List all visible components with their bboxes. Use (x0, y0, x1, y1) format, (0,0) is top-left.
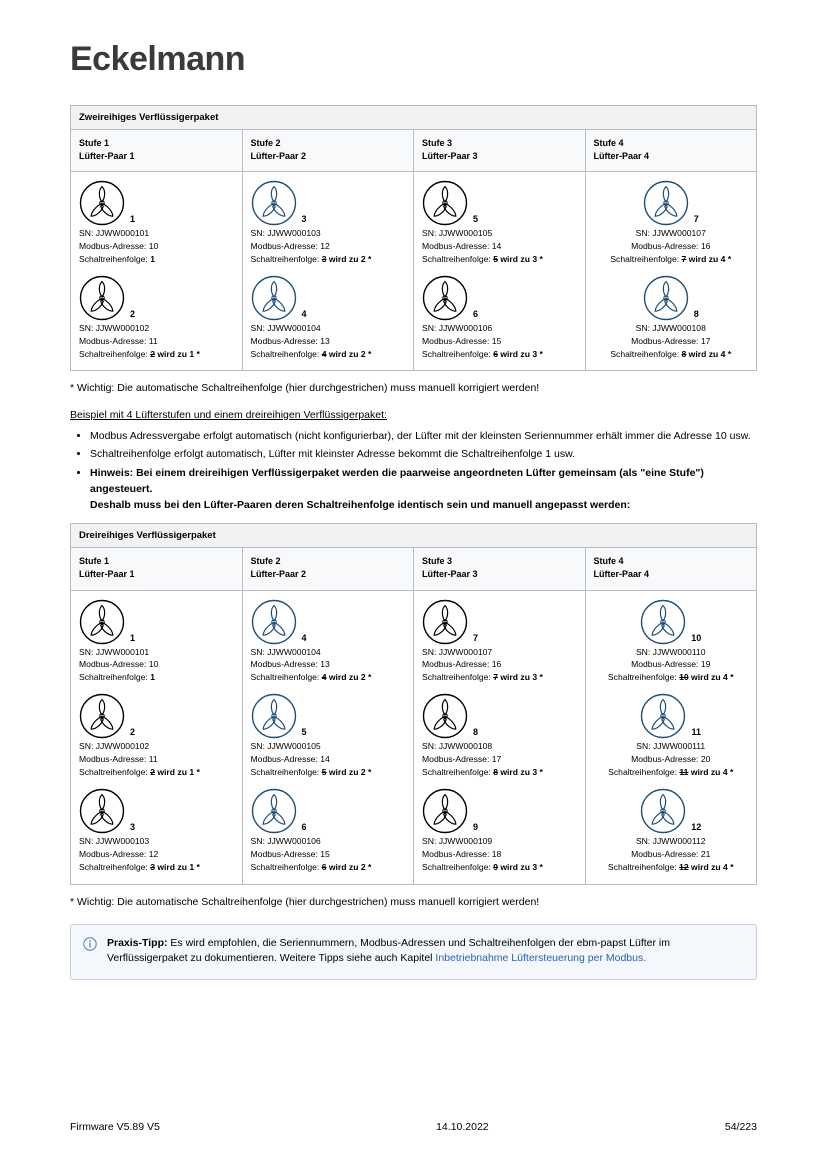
pair-label: Lüfter-Paar 1 (79, 151, 135, 162)
fan-modbus-address: Modbus-Adresse: 14 (422, 240, 502, 251)
fan-number: 7 (693, 214, 699, 225)
fan-details (422, 227, 577, 266)
fan-details (594, 646, 749, 685)
fan-serial-number: SN: JJWW000107 (422, 646, 493, 657)
fan-number: 3 (301, 214, 307, 225)
fan-icon (422, 693, 468, 739)
fan-icon-row (422, 693, 577, 739)
footer-firmware: Firmware V5.89 V5 (70, 1121, 160, 1133)
fan-icon (79, 693, 125, 739)
tip-text (107, 936, 742, 968)
fan-order-struck: 6 (321, 861, 327, 872)
fan-number: 2 (130, 727, 136, 738)
fan-order-corrected: wird zu 4 * (686, 348, 732, 359)
fan-serial-number: SN: JJWW000110 (635, 646, 706, 657)
fan-order-struck: 7 (681, 253, 687, 264)
fan-details (79, 835, 234, 874)
fan-order-struck: 5 (493, 253, 498, 264)
fan-modbus-address: Modbus-Adresse: 18 (422, 848, 502, 859)
fan-serial-number: SN: JJWW000103 (79, 835, 150, 846)
note-important-2: * Wichtig: Die automatische Schaltreihenfolge (hier durchgestrichen) muss manuell korrigiert werden! (70, 895, 540, 908)
pair-label: Lüfter-Paar 1 (79, 569, 135, 580)
fan-entry (422, 788, 577, 874)
fan-order-corrected: wird zu 2 * (326, 348, 372, 359)
fan-details (79, 740, 234, 779)
fan-serial-number: SN: JJWW000102 (79, 741, 150, 752)
fan-order-struck: 10 (679, 672, 689, 683)
fan-icon (422, 788, 468, 834)
fan-details (251, 227, 406, 266)
fan-switching-order: Schaltreihenfolge: 10 wird zu 4 * (607, 672, 734, 683)
fan-details (422, 322, 577, 361)
fan-serial-number: SN: JJWW000105 (250, 741, 321, 752)
table-caption-row (71, 106, 757, 130)
fan-icon-row (594, 788, 749, 834)
fan-icon (79, 788, 125, 834)
fan-order-struck: 3 (150, 861, 155, 872)
fan-details (251, 646, 406, 685)
fan-entry (422, 599, 577, 685)
fan-order-corrected: wird zu 1 * (154, 348, 200, 359)
bullet-text: Modbus Adressvergabe erfolgt automatisch (nicht konfigurierbar), der Lüfter mit der kleinsten Seriennummer erhält immer die Adresse 10 usw. (90, 429, 751, 442)
fan-entry (251, 275, 406, 361)
fan-details (422, 740, 577, 779)
fan-order-struck: 11 (679, 766, 689, 777)
fan-switching-order: Schaltreihenfolge: 4 wird zu 2 * (250, 348, 372, 359)
fan-modbus-address: Modbus-Adresse: 11 (79, 335, 158, 346)
tip-body: Es wird empfohlen, die Seriennummern, Modbus-Adressen und Schaltreihenfolgen der ebm-papst Lüfter im Verflüssigerpaket zu dokumentieren. Weitere Tipps siehe auch Kapitel (107, 936, 671, 965)
fan-order-corrected: wird zu 2 * (326, 766, 372, 777)
fan-modbus-address: Modbus-Adresse: 20 (631, 754, 711, 765)
stage-label: Stufe 2 (250, 556, 281, 567)
fan-switching-order: Schaltreihenfolge: 2 wird zu 1 * (79, 766, 200, 777)
fan-entry (79, 180, 234, 266)
column-header-stage-2 (242, 130, 414, 172)
fan-serial-number: SN: JJWW000104 (250, 322, 321, 333)
fan-number: 2 (130, 308, 136, 319)
table-body-row (71, 172, 757, 371)
fan-order-corrected: wird zu 1 * (154, 861, 200, 872)
fan-icon-row (251, 788, 406, 834)
fan-modbus-address: Modbus-Adresse: 13 (250, 659, 330, 670)
fan-icon-row (594, 180, 749, 226)
fan-entry (79, 275, 234, 361)
fan-modbus-address: Modbus-Adresse: 13 (250, 335, 330, 346)
cell-stage-2 (242, 590, 414, 884)
fan-number: 11 (691, 727, 701, 738)
stage-label: Stufe 3 (422, 138, 453, 148)
cell-stage-4 (585, 172, 757, 371)
bullet-text: Schaltreihenfolge erfolgt automatisch, Lüfter mit kleinster Adresse bekommt die Schaltreihenfolge 1 usw. (90, 448, 576, 461)
fan-icon (79, 275, 125, 321)
fan-switching-order: Schaltreihenfolge: 5 wird zu 3 * (422, 253, 543, 264)
fan-details (79, 646, 234, 685)
fan-serial-number: SN: JJWW000108 (635, 322, 706, 333)
fan-order-struck: 4 (321, 348, 327, 359)
fan-order-corrected: wird zu 3 * (497, 861, 543, 872)
fan-serial-number: SN: JJWW000108 (422, 741, 493, 752)
fan-switching-order: Schaltreihenfolge: 3 wird zu 1 * (79, 861, 200, 872)
fan-icon (79, 599, 125, 645)
fan-entry (251, 599, 406, 685)
column-header-stage-1 (71, 548, 243, 590)
fan-order-corrected: wird zu 2 * (326, 861, 372, 872)
fan-number: 8 (473, 727, 479, 738)
fan-details (422, 646, 577, 685)
column-header-stage-3 (414, 548, 586, 590)
bullet-subtext: Deshalb muss bei den Lüfter-Paaren deren Schaltreihenfolge identisch sein und manuell angepasst werden: (90, 498, 631, 511)
fan-icon-row (422, 275, 577, 321)
fan-icon (251, 788, 297, 834)
fan-entry (79, 788, 234, 874)
fan-details (251, 322, 406, 361)
cell-stage-3 (414, 590, 586, 884)
practical-tip-box (70, 924, 757, 981)
fan-order-struck: 12 (679, 861, 689, 872)
fan-number: 4 (301, 632, 307, 643)
stage-label: Stufe 3 (422, 556, 453, 567)
fan-entry (594, 275, 749, 361)
fan-order-value: 1 (150, 253, 155, 264)
table-caption-row (71, 524, 757, 548)
fan-number: 6 (473, 308, 479, 319)
fan-modbus-address: Modbus-Adresse: 21 (631, 848, 711, 859)
column-header-stage-1 (71, 130, 243, 172)
fan-order-struck: 8 (681, 348, 687, 359)
table-body-row (71, 590, 757, 884)
fan-modbus-address: Modbus-Adresse: 15 (250, 848, 330, 859)
fan-icon (422, 180, 468, 226)
fan-order-corrected: wird zu 3 * (497, 348, 543, 359)
fan-switching-order: Schaltreihenfolge: 12 wird zu 4 * (607, 861, 734, 872)
fan-switching-order: Schaltreihenfolge: 7 wird zu 3 * (422, 672, 543, 683)
fan-serial-number: SN: JJWW000106 (422, 322, 493, 333)
fan-entry (251, 180, 406, 266)
fan-number: 5 (301, 727, 307, 738)
cell-stage-3 (414, 172, 586, 371)
fan-switching-order: Schaltreihenfolge: 2 wird zu 1 * (79, 348, 200, 359)
fan-entry (594, 788, 749, 874)
fan-entry (251, 788, 406, 874)
fan-icon-row (79, 788, 234, 834)
fan-number: 9 (473, 821, 479, 832)
fan-icon-row (422, 599, 577, 645)
table-caption: Dreireihiges Verflüssigerpaket (71, 524, 757, 548)
fan-entry (422, 180, 577, 266)
fan-serial-number: SN: JJWW000101 (79, 646, 150, 657)
fan-icon-row (594, 275, 749, 321)
fan-serial-number: SN: JJWW000102 (79, 322, 150, 333)
stage-label: Stufe 2 (250, 138, 281, 148)
fan-switching-order: Schaltreihenfolge: 6 wird zu 2 * (250, 861, 372, 872)
column-header-stage-3 (414, 130, 586, 172)
fan-number: 5 (473, 214, 479, 225)
fan-order-struck: 8 (493, 766, 498, 777)
fan-serial-number: SN: JJWW000111 (636, 741, 706, 752)
fan-serial-number: SN: JJWW000103 (250, 228, 321, 239)
fan-icon (422, 599, 468, 645)
note-important-1: * Wichtig: Die automatische Schaltreihenfolge (hier durchgestrichen) muss manuell korrigiert werden! (70, 382, 540, 395)
table-header-row (71, 130, 757, 172)
fan-order-corrected: wird zu 2 * (326, 253, 372, 264)
stage-label: Stufe 4 (593, 556, 624, 567)
fan-switching-order: Schaltreihenfolge: 8 wird zu 3 * (422, 766, 543, 777)
fan-serial-number: SN: JJWW000112 (635, 835, 706, 846)
fan-icon (251, 693, 297, 739)
pair-label: Lüfter-Paar 2 (250, 151, 307, 162)
stage-label: Stufe 4 (593, 138, 624, 148)
fan-modbus-address: Modbus-Adresse: 17 (631, 335, 711, 346)
footer-page-number: 54/223 (724, 1121, 757, 1133)
fan-switching-order: Schaltreihenfolge: 5 wird zu 2 * (250, 766, 372, 777)
fan-switching-order: Schaltreihenfolge: 3 wird zu 2 * (250, 253, 372, 264)
fan-details (79, 227, 234, 266)
fan-order-corrected: wird zu 2 * (326, 672, 372, 683)
fan-icon-row (251, 693, 406, 739)
fan-switching-order: Schaltreihenfolge: 8 wird zu 4 * (610, 348, 732, 359)
list-item (90, 429, 757, 445)
fan-details (251, 835, 406, 874)
fan-icon (79, 180, 125, 226)
stage-label: Stufe 1 (79, 556, 110, 567)
fan-number: 10 (691, 632, 702, 643)
fan-modbus-address: Modbus-Adresse: 15 (422, 335, 502, 346)
fan-number: 4 (301, 308, 307, 319)
fan-switching-order: Schaltreihenfolge: 6 wird zu 3 * (422, 348, 543, 359)
fan-modbus-address: Modbus-Adresse: 19 (631, 659, 711, 670)
fan-icon (640, 693, 686, 739)
fan-icon-row (594, 599, 749, 645)
cell-stage-2 (242, 172, 414, 371)
fan-details (594, 835, 749, 874)
three-row-package-table (70, 523, 757, 884)
fan-serial-number: SN: JJWW000104 (250, 646, 321, 657)
fan-modbus-address: Modbus-Adresse: 17 (422, 754, 502, 765)
fan-switching-order: Schaltreihenfolge: 1 (79, 253, 155, 264)
fan-icon-row (251, 275, 406, 321)
cell-stage-4 (585, 590, 757, 884)
column-header-stage-4 (585, 548, 757, 590)
fan-order-corrected: wird zu 3 * (497, 253, 543, 264)
fan-switching-order: Schaltreihenfolge: 1 (79, 672, 155, 683)
table-caption: Zweireihiges Verflüssigerpaket (71, 106, 757, 130)
fan-serial-number: SN: JJWW000107 (635, 228, 706, 239)
fan-entry (594, 599, 749, 685)
fan-icon-row (79, 693, 234, 739)
fan-icon (251, 275, 297, 321)
fan-entry (594, 693, 749, 779)
fan-icon-row (79, 180, 234, 226)
fan-switching-order: Schaltreihenfolge: 9 wird zu 3 * (422, 861, 543, 872)
column-header-stage-4 (585, 130, 757, 172)
tip-chapter-link[interactable]: Inbetriebnahme Lüftersteuerung per Modbus. (435, 952, 647, 965)
fan-switching-order: Schaltreihenfolge: 7 wird zu 4 * (610, 253, 732, 264)
column-header-stage-2 (242, 548, 414, 590)
pair-label: Lüfter-Paar 2 (250, 569, 307, 580)
footer-date: 14.10.2022 (436, 1121, 489, 1133)
pair-label: Lüfter-Paar 3 (422, 569, 478, 580)
fan-order-struck: 5 (321, 766, 327, 777)
fan-order-struck: 3 (321, 253, 327, 264)
fan-serial-number: SN: JJWW000101 (79, 228, 150, 239)
fan-modbus-address: Modbus-Adresse: 10 (79, 659, 159, 670)
fan-icon (643, 180, 689, 226)
fan-icon-row (422, 788, 577, 834)
list-item (90, 466, 757, 513)
fan-icon-row (251, 599, 406, 645)
fan-icon-row (422, 180, 577, 226)
fan-order-corrected: wird zu 4 * (688, 672, 734, 683)
cell-stage-1 (71, 172, 243, 371)
fan-order-struck: 9 (493, 861, 498, 872)
fan-modbus-address: Modbus-Adresse: 14 (250, 754, 330, 765)
fan-serial-number: SN: JJWW000105 (422, 228, 493, 239)
fan-order-struck: 6 (493, 348, 498, 359)
fan-icon (643, 275, 689, 321)
fan-serial-number: SN: JJWW000106 (250, 835, 321, 846)
fan-number: 8 (693, 308, 699, 319)
two-row-package-table (70, 105, 757, 371)
example-heading: Beispiel mit 4 Lüfterstufen und einem dreireihigen Verflüssigerpaket: (70, 408, 387, 421)
fan-details (422, 835, 577, 874)
fan-icon-row (79, 275, 234, 321)
bullet-text: Hinweis: Bei einem dreireihigen Verflüssigerpaket werden die paarweise angeordneten Lüfter gemeinsam (als "eine Stufe") angesteuert. (90, 467, 704, 495)
bullet-list (70, 429, 757, 514)
table-header-row (71, 548, 757, 590)
fan-modbus-address: Modbus-Adresse: 12 (250, 240, 330, 251)
fan-icon (251, 180, 297, 226)
fan-order-struck: 2 (150, 766, 155, 777)
fan-icon-row (79, 599, 234, 645)
fan-icon-row (594, 693, 749, 739)
company-logo: Eckelmann (70, 40, 246, 78)
fan-entry (422, 275, 577, 361)
fan-switching-order: Schaltreihenfolge: 11 wird zu 4 * (608, 766, 734, 777)
fan-order-corrected: wird zu 4 * (686, 253, 732, 264)
fan-entry (594, 180, 749, 266)
fan-order-corrected: wird zu 1 * (154, 766, 200, 777)
fan-number: 1 (130, 214, 136, 225)
fan-order-corrected: wird zu 3 * (497, 766, 543, 777)
pair-label: Lüfter-Paar 3 (422, 151, 478, 162)
fan-icon (251, 599, 297, 645)
cell-stage-1 (71, 590, 243, 884)
fan-icon (422, 275, 468, 321)
fan-order-value: 1 (150, 672, 155, 683)
stage-label: Stufe 1 (79, 138, 110, 148)
info-icon (83, 936, 97, 968)
tip-label: Praxis-Tipp: (107, 936, 168, 949)
fan-entry (422, 693, 577, 779)
fan-details (594, 227, 749, 266)
fan-icon (640, 599, 686, 645)
pair-label: Lüfter-Paar 4 (593, 151, 650, 162)
fan-serial-number: SN: JJWW000109 (422, 835, 493, 846)
fan-details (594, 322, 749, 361)
fan-order-corrected: wird zu 4 * (688, 861, 734, 872)
fan-number: 3 (130, 821, 136, 832)
fan-details (251, 740, 406, 779)
fan-details (594, 740, 749, 779)
fan-number: 12 (691, 821, 702, 832)
fan-order-struck: 2 (150, 348, 155, 359)
fan-order-struck: 4 (321, 672, 327, 683)
fan-details (79, 322, 234, 361)
fan-icon-row (251, 180, 406, 226)
fan-modbus-address: Modbus-Adresse: 10 (79, 240, 159, 251)
fan-modbus-address: Modbus-Adresse: 11 (79, 754, 158, 765)
fan-modbus-address: Modbus-Adresse: 12 (79, 848, 159, 859)
fan-entry (251, 693, 406, 779)
fan-icon (640, 788, 686, 834)
fan-switching-order: Schaltreihenfolge: 4 wird zu 2 * (250, 672, 372, 683)
fan-number: 7 (473, 632, 479, 643)
fan-order-corrected: wird zu 4 * (688, 766, 734, 777)
list-item (90, 447, 757, 463)
fan-modbus-address: Modbus-Adresse: 16 (631, 240, 711, 251)
fan-number: 1 (130, 632, 136, 643)
page-footer (70, 1121, 757, 1133)
fan-order-struck: 7 (493, 672, 498, 683)
fan-number: 6 (301, 821, 307, 832)
fan-order-corrected: wird zu 3 * (497, 672, 543, 683)
fan-entry (79, 599, 234, 685)
pair-label: Lüfter-Paar 4 (593, 569, 650, 580)
fan-modbus-address: Modbus-Adresse: 16 (422, 659, 502, 670)
fan-entry (79, 693, 234, 779)
